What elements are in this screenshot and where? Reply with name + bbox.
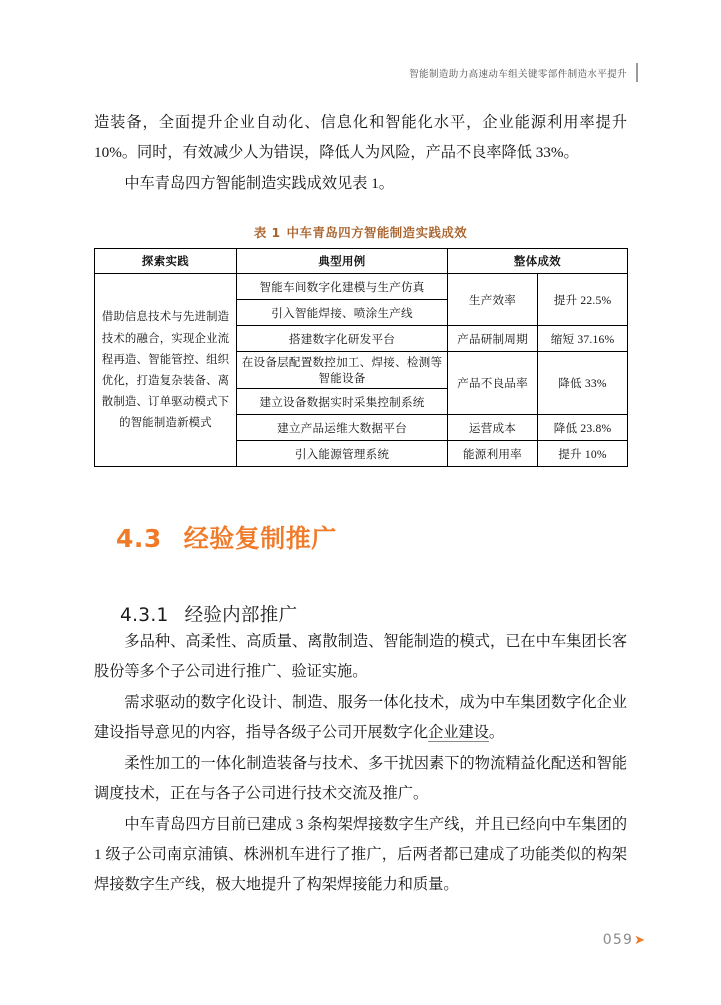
table-header-usecase: 典型用例 [237,249,448,274]
cell-metric-value: 降低 33% [538,352,628,415]
section-heading [116,519,627,555]
cell-usecase: 引入能源管理系统 [237,441,448,467]
cell-usecase: 引入智能焊接、喷涂生产线 [237,300,448,326]
table-caption [94,223,627,241]
table-row [95,274,628,300]
page-content [94,108,627,901]
cell-usecase: 智能车间数字化建模与生产仿真 [237,274,448,300]
paragraph-table-reference: 中车青岛四方智能制造实践成效见表 1。 [124,175,394,192]
cell-practice: 借助信息技术与先进制造技术的融合，实现企业流程再造、智能管控、组织优化，打造复杂装备、离散制造、订单驱动模式下的智能制造新模式 [95,274,237,467]
practice-results-table [94,248,628,467]
cell-usecase: 搭建数字化研发平台 [237,326,448,352]
chevron-right-icon: ➤ [634,932,645,948]
running-header-title: 智能制造助力高速动车组关键零部件制造水平提升 [409,68,627,80]
header-divider [636,63,638,82]
cell-usecase: 建立设备数据实时采集控制系统 [237,389,448,415]
paragraph-2-marked-text: 企业建设 [428,724,489,741]
cell-usecase: 建立产品运维大数据平台 [237,415,448,441]
page-number-footer [603,932,645,948]
section-title: 经验复制推广 [183,524,337,553]
cell-metric: 产品不良品率 [448,352,538,415]
paragraph-continued: 造装备，全面提升企业自动化、信息化和智能化水平，企业能源利用率提升 10%。同时，有效减少人为错误，降低人为风险，产品不良率降低 33%。 [94,114,627,161]
cell-metric-value: 提升 10% [538,441,628,467]
cell-metric: 生产效率 [448,274,538,326]
cell-metric-value: 缩短 37.16% [538,326,628,352]
table-header-effect: 整体成效 [448,249,628,274]
section-number: 4.3 [116,524,162,553]
cell-metric-value: 提升 22.5% [538,274,628,326]
table-caption-title: 中车青岛四方智能制造实践成效 [286,225,468,240]
paragraph-3: 柔性加工的一体化制造装备与技术、多干扰因素下的物流精益化配送和智能调度技术，正在与各子公司进行技术交流及推广。 [94,755,627,802]
paragraph-2 [94,688,627,748]
table-header-row [95,249,628,274]
cell-metric-value: 降低 23.8% [538,415,628,441]
table-body [95,274,628,467]
cell-metric: 运营成本 [448,415,538,441]
table-caption-number: 表 1 [253,225,281,240]
cell-metric: 能源利用率 [448,441,538,467]
paragraph-2-text: 需求驱动的数字化设计、制造、服务一体化技术，成为中车集团数字化企业建设指导意见的内容，指导各级子公司开展数字化 [94,694,627,741]
cell-usecase: 在设备层配置数控加工、焊接、检测等智能设备 [237,352,448,389]
paragraph-4: 中车青岛四方目前已建成 3 条构架焊接数字生产线，并且已经向中车集团的 1 级子公司南京浦镇、株洲机车进行了推广，后两者都已建成了功能类似的构架焊接数字生产线，极大地提升了构架焊接能力和质量。 [94,816,627,893]
cell-metric: 产品研制周期 [448,326,538,352]
page-number: 059 [602,932,634,948]
subsection-number: 4.3.1 [120,605,169,626]
paragraph-1: 多品种、高柔性、高质量、离散制造、智能制造的模式，已在中车集团长客股份等多个子公司进行推广、验证实施。 [94,633,627,680]
table-header-practice: 探索实践 [95,249,237,274]
running-header [409,63,638,82]
subsection-heading [120,601,627,627]
paragraph-2-tail: 。 [488,724,505,741]
subsection-title: 经验内部推广 [184,605,298,626]
